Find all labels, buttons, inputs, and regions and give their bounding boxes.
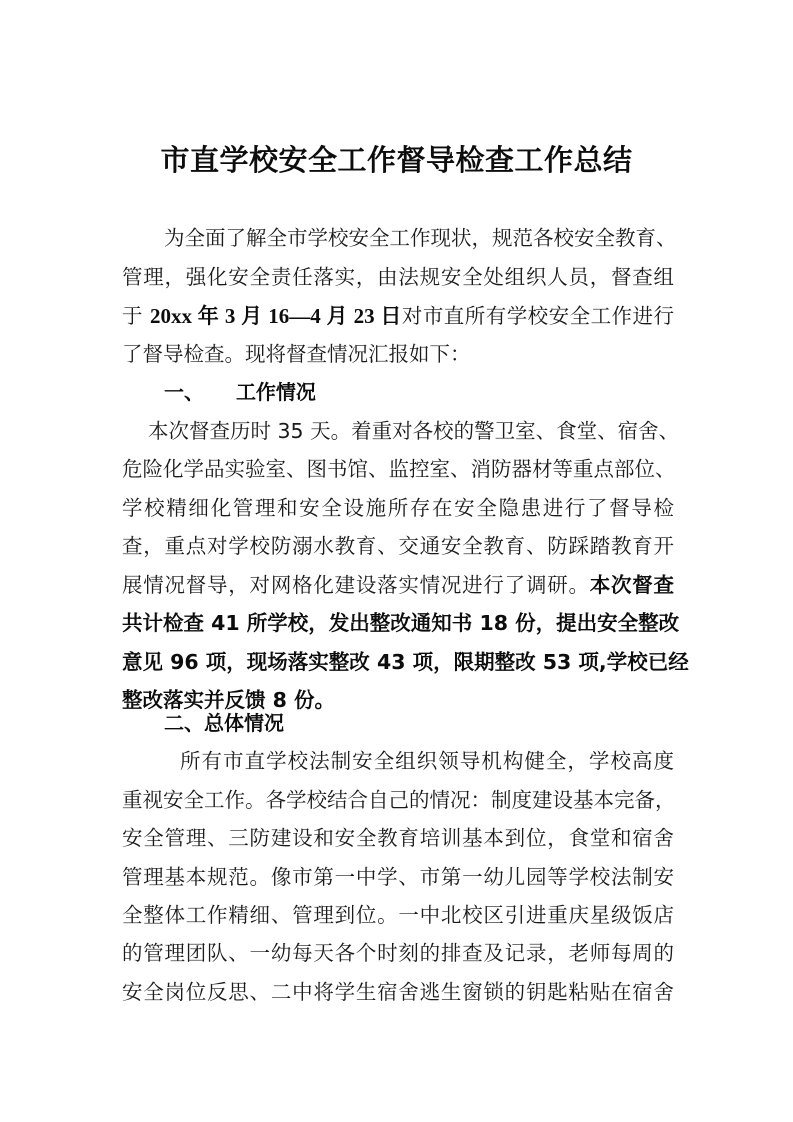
section-1-line-2: 危险化学品实验室、图书馆、监控室、消防器材等重点部位、 bbox=[122, 457, 676, 481]
section-1-line-5-bold: 本次督查 bbox=[589, 573, 674, 597]
section-1-line-5-normal: 展情况督导，对网格化建设落实情况进行了调研。 bbox=[122, 573, 590, 597]
section-2-line-3: 安全管理、三防建设和安全教育培训基本到位，食堂和宿舍 bbox=[122, 826, 674, 850]
section-1-title: 工作情况 bbox=[235, 380, 316, 404]
section-1-line-5 bbox=[122, 570, 674, 600]
section-2-heading: 二、总体情况 bbox=[164, 711, 284, 735]
section-1-summary-line-1: 共计检查 41 所学校，发出整改通知书 18 份，提出安全整改 bbox=[122, 611, 680, 635]
intro-line-3-prefix: 于 bbox=[122, 304, 143, 328]
section-1-number: 一、 bbox=[164, 380, 204, 404]
section-2-line-2: 重视安全工作。各学校结合自己的情况：制度建设基本完备， bbox=[122, 788, 676, 812]
section-2-line-6: 的管理团队、一幼每天各个时刻的排查及记录，老师每周的 bbox=[122, 941, 674, 965]
section-1-summary-line-2: 意见 96 项，现场落实整改 43 项，限期整改 53 项,学校已经 bbox=[122, 650, 689, 674]
section-2-line-7: 安全岗位反思、二中将学生宿舍逃生窗锁的钥匙粘贴在宿舍 bbox=[122, 980, 674, 1004]
section-2-line-5: 全整体工作精细、管理到位。一中北校区引进重庆星级饭店 bbox=[122, 903, 674, 927]
section-2-line-1: 所有市直学校法制安全组织领导机构健全，学校高度 bbox=[180, 749, 674, 773]
intro-line-3-suffix: 对市直所有学校安全工作进行 bbox=[401, 304, 674, 328]
intro-line-3 bbox=[122, 301, 674, 331]
inspection-date-range: 20xx 年 3 月 16—4 月 23 日 bbox=[149, 304, 402, 328]
section-1-line-3: 学校精细化管理和安全设施所存在安全隐患进行了督导检 bbox=[122, 496, 674, 520]
intro-line-1: 为全面了解全市学校安全工作现状，规范各校安全教育、 bbox=[164, 226, 677, 250]
section-1-heading bbox=[164, 377, 316, 407]
section-1-line-1: 本次督查历时 35 天。着重对各校的警卫室、食堂、宿舍、 bbox=[148, 419, 680, 443]
section-1-line-4: 查，重点对学校防溺水教育、交通安全教育、防踩踏教育开 bbox=[122, 534, 674, 558]
section-2-line-4: 管理基本规范。像市第一中学、市第一幼儿园等学校法制安 bbox=[122, 865, 674, 889]
section-1-summary-line-3: 整改落实并反馈 8 份。 bbox=[122, 688, 336, 712]
intro-line-2: 管理，强化安全责任落实，由法规安全处组织人员，督查组 bbox=[122, 265, 674, 289]
intro-line-4: 了督导检查。现将督查情况汇报如下： bbox=[122, 342, 471, 366]
document-title: 市直学校安全工作督导检查工作总结 bbox=[160, 143, 633, 177]
